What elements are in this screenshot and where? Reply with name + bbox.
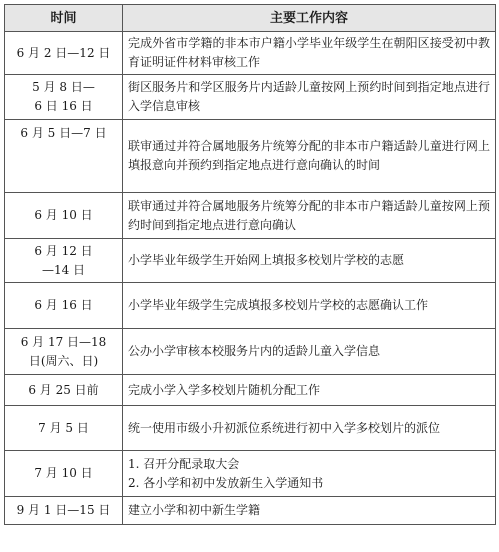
cell-content: 公办小学审核本校服务片内的适龄儿童入学信息: [123, 329, 496, 375]
cell-content: 街区服务片和学区服务片内适龄儿童按网上预约时间到指定地点进行入学信息审核: [123, 75, 496, 120]
cell-time: 6 月 12 日 —14 日: [5, 239, 123, 283]
table-row: [5, 451, 496, 497]
header-row: [5, 5, 496, 32]
cell-time: 6 月 2 日—12 日: [5, 32, 123, 75]
header-time: 时间: [5, 5, 123, 32]
cell-time: 6 月 25 日前: [5, 375, 123, 406]
cell-time: 6 月 5 日—7 日: [5, 120, 123, 193]
schedule-table: [4, 4, 496, 525]
cell-content: 建立小学和初中新生学籍: [123, 497, 496, 525]
table-row: [5, 497, 496, 525]
cell-time: 6 月 16 日: [5, 283, 123, 329]
cell-time: 5 月 8 日— 6 日 16 日: [5, 75, 123, 120]
table-row: [5, 406, 496, 451]
cell-content: 联审通过并符合属地服务片统筹分配的非本市户籍适龄儿童按网上预约时间到指定地点进行意向确认: [123, 193, 496, 239]
table-row: [5, 120, 496, 193]
table-row: [5, 193, 496, 239]
cell-time: 9 月 1 日—15 日: [5, 497, 123, 525]
cell-time: 7 月 5 日: [5, 406, 123, 451]
cell-content: 联审通过并符合属地服务片统筹分配的非本市户籍适龄儿童进行网上填报意向并预约到指定地点进行意向确认的时间: [123, 120, 496, 193]
table-row: [5, 239, 496, 283]
cell-content: 完成外省市学籍的非本市户籍小学毕业年级学生在朝阳区接受初中教育证明证件材料审核工作: [123, 32, 496, 75]
cell-content: 1. 召开分配录取大会 2. 各小学和初中发放新生入学通知书: [123, 451, 496, 497]
table-row: [5, 283, 496, 329]
cell-content: 小学毕业年级学生开始网上填报多校划片学校的志愿: [123, 239, 496, 283]
header-content: 主要工作内容: [123, 5, 496, 32]
cell-content: 小学毕业年级学生完成填报多校划片学校的志愿确认工作: [123, 283, 496, 329]
table-row: [5, 32, 496, 75]
cell-content: 完成小学入学多校划片随机分配工作: [123, 375, 496, 406]
cell-time: 6 月 10 日: [5, 193, 123, 239]
cell-content: 统一使用市级小升初派位系统进行初中入学多校划片的派位: [123, 406, 496, 451]
table-row: [5, 75, 496, 120]
table-row: [5, 375, 496, 406]
cell-time: 7 月 10 日: [5, 451, 123, 497]
table-row: [5, 329, 496, 375]
cell-time: 6 月 17 日—18 日(周六、日): [5, 329, 123, 375]
